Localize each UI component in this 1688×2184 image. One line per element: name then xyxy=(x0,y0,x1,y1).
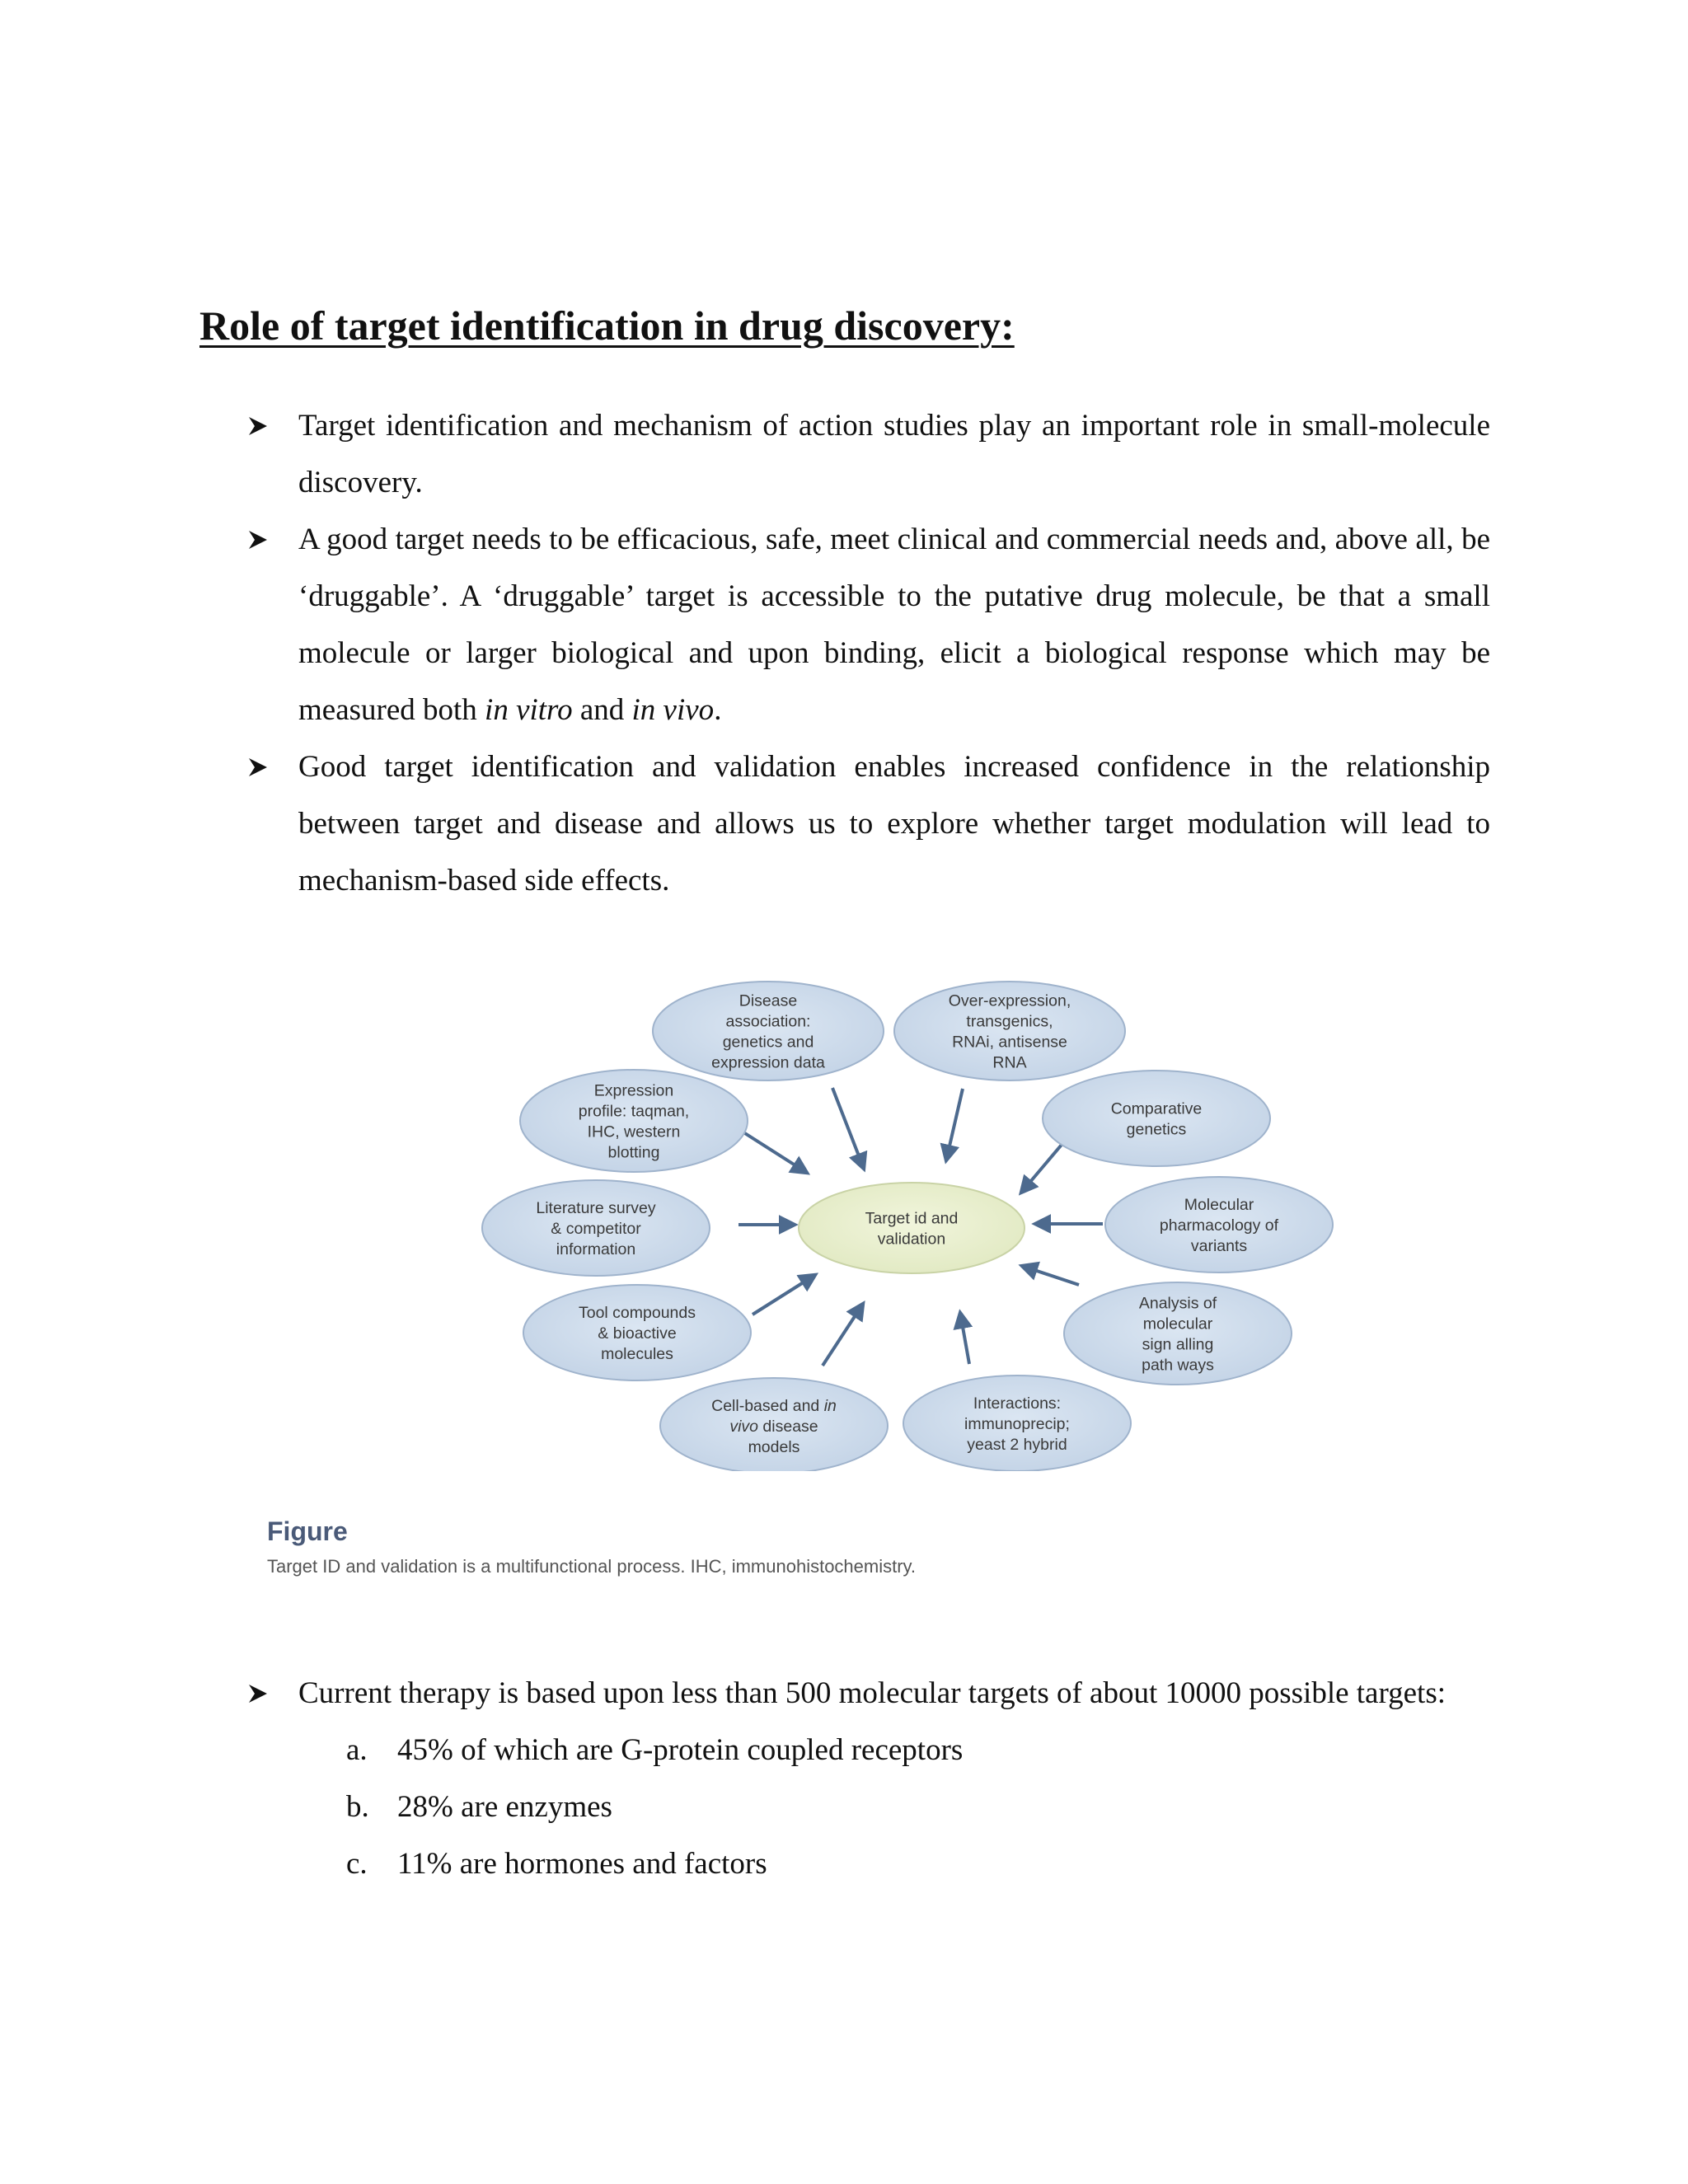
bubble-label-line: Disease xyxy=(738,991,798,1010)
sub-list xyxy=(247,1722,1490,1892)
flow-arrow xyxy=(1021,1140,1066,1193)
italic-term: in vivo xyxy=(631,693,715,727)
bubble-label-line: association: xyxy=(725,1012,811,1031)
bullet-text: Current therapy is based upon less than 500 molecular targets of about 10000 possible targets: xyxy=(298,1676,1447,1710)
bubble-label-line: Tool compounds xyxy=(578,1304,696,1322)
diagram-bubble xyxy=(660,1378,888,1471)
bullet-list-bottom xyxy=(247,1665,1490,1892)
bubble-label-line: Interactions: xyxy=(973,1394,1062,1413)
diagram-bubble xyxy=(482,1180,710,1276)
arrow-bullet-icon xyxy=(247,757,269,778)
arrow-bullet-icon xyxy=(247,1683,269,1704)
bullet-item xyxy=(247,1665,1490,1722)
bubble-label-line: immunoprecip; xyxy=(964,1415,1070,1433)
figure-caption: Target ID and validation is a multifunctional process. IHC, immunohistochemistry. xyxy=(267,1556,917,1577)
bubble-label-line: models xyxy=(748,1438,800,1456)
bullet-list-top xyxy=(247,397,1490,909)
page-heading: Role of target identification in drug discovery: xyxy=(199,302,1015,349)
diagram-bubble xyxy=(523,1285,751,1380)
sub-list-marker: a. xyxy=(346,1733,368,1767)
sub-list-item xyxy=(247,1722,1490,1779)
sub-list-text: 28% are enzymes xyxy=(397,1790,612,1824)
bubble-label-line: molecular xyxy=(1142,1315,1213,1333)
sub-list-marker: b. xyxy=(346,1790,369,1824)
bubble-label-line: genetics xyxy=(1126,1120,1187,1139)
bubble-label-line: Literature survey xyxy=(536,1199,656,1217)
arrow-bullet-icon xyxy=(247,415,269,437)
sub-list-marker: c. xyxy=(346,1847,368,1881)
bubble-label-line: Expression xyxy=(593,1081,674,1100)
bullet-text: A good target needs to be efficacious, safe, meet clinical and commercial needs and, above all, be ‘druggable’. A ‘druggable’ target is accessible to the putative drug molecule, be that a small molecule or larger biological and upon binding, elicit a biological response which may be measured both xyxy=(298,523,1490,727)
bubble-label-line: Cell-based and in xyxy=(711,1397,837,1415)
bubble-label-line: information xyxy=(556,1240,636,1258)
figure-diagram xyxy=(475,977,1340,1471)
bubble-label-line: validation xyxy=(877,1230,946,1249)
flow-arrow xyxy=(832,1088,864,1169)
bubble-label-line: transgenics, xyxy=(966,1012,1053,1031)
center-bubble xyxy=(799,1183,1025,1273)
bubble-label-line: sign alling xyxy=(1142,1335,1214,1354)
bubble-label-line: RNAi, antisense xyxy=(952,1033,1067,1052)
bullet-item xyxy=(247,511,1490,738)
bubble-label-line: Comparative xyxy=(1110,1099,1203,1118)
target-id-diagram xyxy=(475,977,1340,1471)
bubble-label-line: variants xyxy=(1190,1237,1248,1255)
figure-label: Figure xyxy=(267,1516,348,1546)
flow-arrow xyxy=(753,1275,815,1315)
bubbles-layer xyxy=(482,982,1333,1471)
bubble-label-line: Target id and xyxy=(865,1209,959,1228)
diagram-bubble xyxy=(1043,1071,1270,1166)
bubble-label-line: pharmacology of xyxy=(1159,1216,1279,1235)
flow-arrow xyxy=(946,1089,963,1160)
bubble-label-line: Over-expression, xyxy=(948,991,1071,1010)
bubble-label-line: expression data xyxy=(711,1053,825,1072)
bubble-label-line: Analysis of xyxy=(1138,1294,1217,1313)
bubble-label-line: & competitor xyxy=(551,1220,641,1238)
center-bubble-shape xyxy=(799,1183,1025,1273)
flow-arrow xyxy=(823,1304,863,1366)
flow-arrow xyxy=(1022,1266,1079,1285)
diagram-bubble xyxy=(1064,1282,1292,1385)
bullet-item xyxy=(247,397,1490,511)
italic-term: in vitro xyxy=(485,693,573,727)
sub-list-item xyxy=(247,1779,1490,1835)
bubble-label-line: RNA xyxy=(992,1053,1027,1072)
bubble-label-line: path ways xyxy=(1142,1356,1214,1375)
bullet-text: Good target identification and validation enables increased confidence in the relationship between target and disease and allows us to explore whether target modulation will lead to mechanism-based side effects. xyxy=(298,750,1490,898)
diagram-bubble xyxy=(1105,1177,1333,1272)
diagram-bubble xyxy=(520,1070,748,1172)
sub-list-text: 45% of which are G-protein coupled receptors xyxy=(397,1733,964,1767)
bubble-label-line: yeast 2 hybrid xyxy=(967,1436,1067,1454)
flow-arrow xyxy=(741,1131,807,1173)
diagram-bubble xyxy=(653,982,884,1080)
bubble-label-line: Molecular xyxy=(1184,1196,1254,1214)
bubble-shape xyxy=(1043,1071,1270,1166)
bubble-label-line: & bioactive xyxy=(598,1324,677,1343)
bubble-label-line: molecules xyxy=(601,1345,673,1363)
bubble-label-line: blotting xyxy=(607,1143,660,1162)
bullet-text: . xyxy=(714,693,722,727)
bullet-text: Target identification and mechanism of action studies play an important role in small-molecule discovery. xyxy=(298,409,1490,499)
bubble-label-line: profile: taqman, xyxy=(578,1102,690,1121)
flow-arrow xyxy=(960,1313,969,1364)
bullet-item xyxy=(247,738,1490,909)
bubble-label-line: genetics and xyxy=(722,1033,814,1052)
sub-list-text: 11% are hormones and factors xyxy=(397,1847,767,1881)
arrow-bullet-icon xyxy=(247,529,269,551)
bubble-label-line: vivo disease xyxy=(729,1418,818,1436)
bullet-text: and xyxy=(572,693,632,727)
diagram-bubble xyxy=(903,1376,1131,1471)
bubble-label-line: IHC, western xyxy=(587,1122,681,1141)
sub-list-item xyxy=(247,1835,1490,1892)
diagram-bubble xyxy=(894,982,1125,1080)
